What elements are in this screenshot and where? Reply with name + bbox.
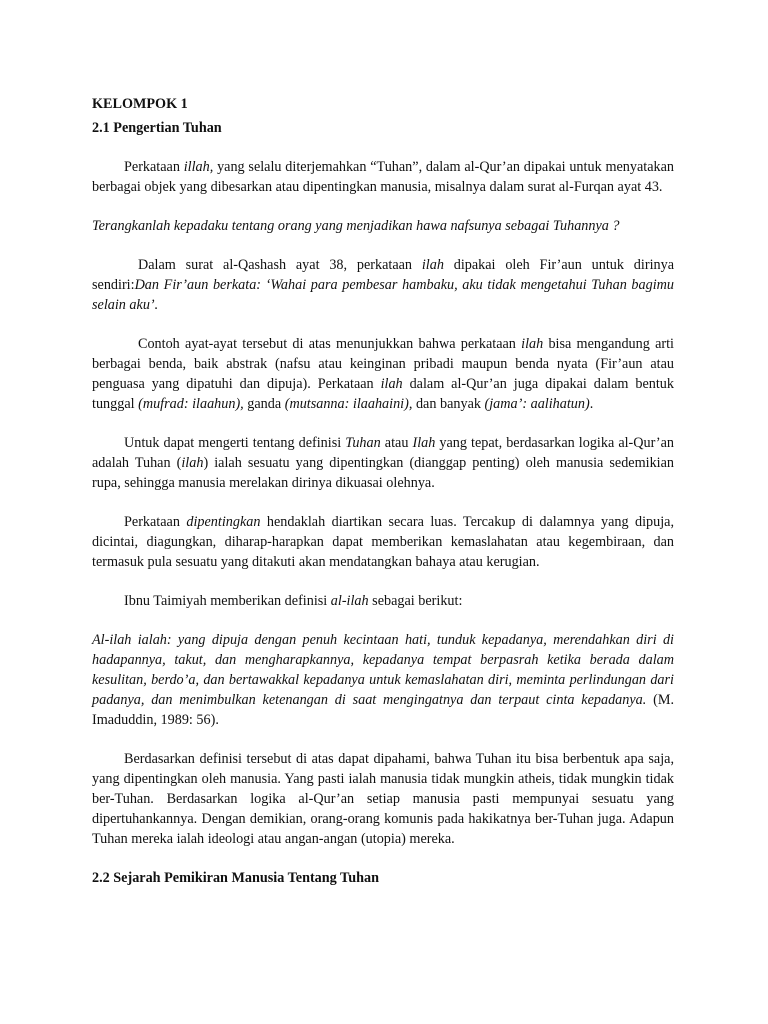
paragraph-4: Untuk dapat mengerti tentang definisi Tuhan atau Ilah yang tepat, berdasarkan logika al-Qur’an adalah Tuhan (ilah) ialah sesuatu yang dipentingkan (dianggap penting) oleh manusia sedemikian rupa, sehingga manusia merelakan dirinya dikuasai olehnya.: [92, 435, 675, 491]
definition-quote: Al-ilah ialah: yang dipuja dengan penuh kecintaan hati, tunduk kepadanya, merendahkan diri di hadapannya, takut, dan mengharapkannya, kepadanya tempat berpasrah ketika berada dalam kesulitan, berdo’a, dan bertawakkal kepadanya untuk kemaslahatan diri, meminta perlindungan dari padanya, dan menimbulkan ketenangan di saat mengingatnya dan terpaut cinta kepadanya. (M. Imaduddin, 1989: 56).: [92, 632, 674, 728]
paragraph-1: Perkataan illah, yang selalu diterjemahkan “Tuhan”, dalam al-Qur’an dipakai untuk menyatakan berbagai objek yang dibesarkan atau dipentingkan manusia, misalnya dalam surat al-Furqan ayat 43.: [92, 159, 674, 195]
document-body: [92, 94, 674, 888]
paragraph-2: Dalam surat al-Qashash ayat 38, perkataan ilah dipakai oleh Fir’aun untuk dirinya sendiri:Dan Fir’aun berkata: ‘Wahai para pembesar hambaku, aku tidak mengetahui Tuhan bagimu selain aku’.: [92, 257, 674, 313]
paragraph-3: Contoh ayat-ayat tersebut di atas menunjukkan bahwa perkataan ilah bisa mengandung arti berbagai benda, baik abstrak (nafsu atau keinginan pribadi maupun benda nyata (Fir’aun atau penguasa yang dipatuhi dan dipuja). Perkataan ilah dalam al-Qur’an juga dipakai dalam bentuk tunggal (mufrad: ilaahun), ganda (mutsanna: ilaahaini), dan banyak (jama’: aalihatun).: [92, 336, 674, 412]
paragraph-5: Perkataan dipentingkan hendaklah diartikan secara luas. Tercakup di dalamnya yang dipuja, dicintai, diagungkan, diharap-harapkan dapat memberikan kemaslahatan atau kegembiraan, dan termasuk pula sesuatu yang ditakuti akan mendatangkan bahaya atau kerugian.: [92, 514, 674, 570]
group-heading: KELOMPOK 1: [92, 96, 188, 112]
section-heading-2-1: 2.1 Pengertian Tuhan: [92, 120, 222, 136]
section-heading-2-2: 2.2 Sejarah Pemikiran Manusia Tentang Tuhan: [92, 870, 379, 886]
paragraph-6: Ibnu Taimiyah memberikan definisi al-ilah sebagai berikut:: [124, 593, 463, 609]
paragraph-8: Berdasarkan definisi tersebut di atas dapat dipahami, bahwa Tuhan itu bisa berbentuk apa saja, yang dipentingkan oleh manusia. Yang pasti ialah manusia tidak mungkin atheis, tidak mungkin tidak ber-Tuhan. Berdasarkan logika al-Qur’an setiap manusia pasti mempunyai sesuatu yang dipertuhankannya. Dengan demikian, orang-orang komunis pada hakikatnya ber-Tuhan juga. Adapun Tuhan mereka ialah ideologi atau angan-angan (utopia) mereka.: [92, 751, 674, 847]
quote-furqan-43: Terangkanlah kepadaku tentang orang yang menjadikan hawa nafsunya sebagai Tuhannya ?: [92, 218, 620, 234]
